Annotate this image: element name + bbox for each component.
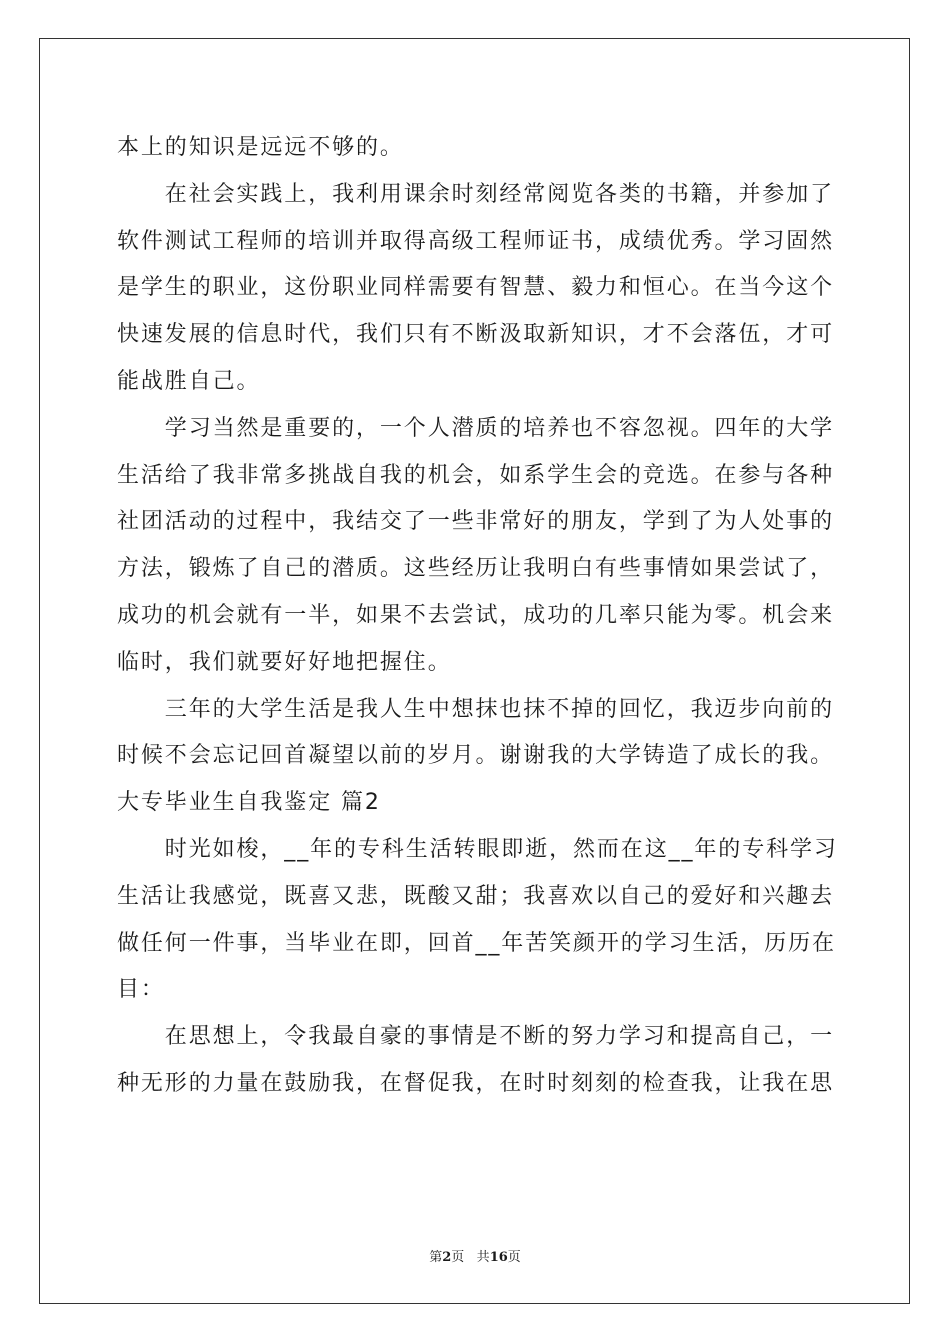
footer-prefix: 第 (429, 1250, 443, 1265)
total-page-count: 16 (489, 1250, 508, 1265)
footer-total-prefix: 共 (476, 1250, 490, 1265)
text-line: 在社会实践上，我利用课余时刻经常阅览各类的书籍，并参加了 (117, 181, 835, 207)
text-line: 生活给了我非常多挑战自我的机会，如系学生会的竞选。在参与各种 (117, 462, 835, 488)
text-line: 三年的大学生活是我人生中想抹也抹不掉的回忆，我迈步向前的 (117, 696, 835, 722)
text-line: 时光如梭，__年的专科生活转眼即逝，然而在这__年的专科学习 (117, 836, 838, 862)
text-line: 快速发展的信息时代，我们只有不断汲取新知识，才不会落伍，才可 (117, 322, 835, 348)
text-line: 能战胜自己。 (117, 368, 261, 394)
current-page-number: 2 (442, 1250, 452, 1265)
text-line: 学习当然是重要的，一个人潜质的培养也不容忽视。四年的大学 (117, 415, 835, 441)
text-line: 社团活动的过程中，我结交了一些非常好的朋友，学到了为人处事的 (117, 509, 835, 535)
text-line: 本上的知识是远远不够的。 (117, 135, 404, 160)
text-line: 软件测试工程师的培训并取得高级工程师证书，成绩优秀。学习固然 (117, 228, 835, 254)
page-footer (0, 1246, 950, 1265)
text-line: 临时，我们就要好好地把握住。 (117, 649, 452, 675)
text-line: 生活让我感觉，既喜又悲，既酸又甜；我喜欢以自己的爱好和兴趣去 (117, 883, 835, 909)
text-line: 方法，锻炼了自己的潜质。这些经历让我明白有些事情如果尝试了， (117, 556, 835, 582)
footer-page-suffix: 页 (451, 1250, 465, 1265)
footer-total-suffix: 页 (507, 1250, 521, 1265)
section-heading: 大专毕业生自我鉴定 篇2 (117, 790, 381, 816)
text-line: 时候不会忘记回首凝望以前的岁月。谢谢我的大学铸造了成长的我。 (117, 743, 835, 769)
text-line: 种无形的力量在鼓励我，在督促我，在时时刻刻的检查我，让我在思 (117, 1070, 835, 1096)
text-line: 在思想上，令我最自豪的事情是不断的努力学习和提高自己，一 (117, 1024, 835, 1050)
text-line: 成功的机会就有一半，如果不去尝试，成功的几率只能为零。机会来 (117, 602, 835, 628)
text-line: 做任何一件事，当毕业在即，回首__年苦笑颜开的学习生活，历历在 (117, 930, 836, 956)
document-body (117, 125, 838, 1108)
text-line: 是学生的职业，这份职业同样需要有智慧、毅力和恒心。在当今这个 (117, 275, 835, 301)
text-line: 目： (117, 977, 165, 1003)
